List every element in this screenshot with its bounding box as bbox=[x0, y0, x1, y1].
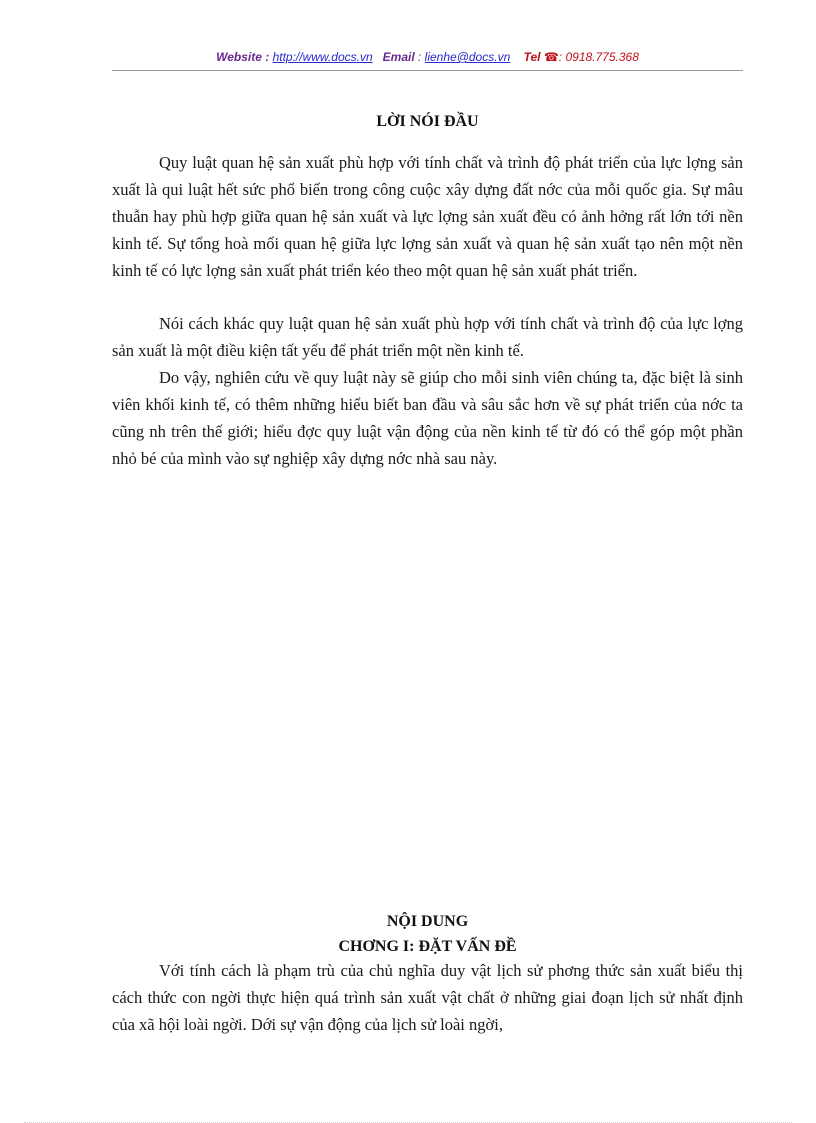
website-label: Website : bbox=[216, 50, 270, 64]
content-paragraph-1: Với tính cách là phạm trù của chủ nghĩa duy vật lịch sử phơng thức sản xuất biểu thị cách thức con ngời thực hiện quá trình sản xuất vật chất ở những giai đoạn lịch sử nhất định của xã hội loài ngời. Dới sự vận động của lịch sử loài ngời, bbox=[112, 961, 743, 1034]
tel-number: : 0918.775.368 bbox=[558, 50, 639, 64]
preface-title: LỜI NÓI ĐẦU bbox=[376, 113, 479, 130]
email-separator: : bbox=[414, 50, 422, 64]
website-link[interactable]: http://www.docs.vn bbox=[272, 50, 373, 64]
email-label: Email bbox=[382, 50, 415, 64]
page-header bbox=[112, 50, 743, 64]
content-title: NỘI DUNG bbox=[386, 913, 469, 930]
preface-paragraph-1: Quy luật quan hệ sản xuất phù hợp với tính chất và trình độ phát triển của lực lợng sản xuất là qui luật hết sức phổ biến trong công cuộc xây dựng đất nớc của mỗi quốc gia. Sự mâu thuẫn hay phù hợp giữa quan hệ sản xuất và lực lợng sản xuất đều có ảnh hởng rất lớn tới nền kinh tế. Sự tổng hoà mối quan hệ giữa lực lợng sản xuất và quan hệ sản xuất tạo nên một nền kinh tế có lực lợng sản xuất phát triển kéo theo một quan hệ sản xuất phát triển. bbox=[112, 153, 743, 280]
chapter-title: CHƠNG I: ĐẶT VẤN ĐỀ bbox=[338, 938, 517, 955]
preface-paragraph-3: Do vậy, nghiên cứu về quy luật này sẽ giúp cho mỗi sinh viên chúng ta, đặc biệt là sinh viên khối kinh tế, có thêm những hiểu biết ban đầu và sâu sắc hơn về sự phát triển của nớc ta cũng nh trên thế giới; hiểu đợc quy luật vận động của nền kinh tế từ đó có thể góp một phần nhỏ bé của mình vào sự nghiệp xây dựng nớc nhà sau này. bbox=[112, 368, 743, 468]
tel-label: Tel bbox=[523, 50, 541, 64]
email-link[interactable]: lienhe@docs.vn bbox=[424, 50, 511, 64]
header-divider bbox=[112, 70, 743, 71]
preface-paragraph-2: Nói cách khác quy luật quan hệ sản xuất phù hợp với tính chất và trình độ của lực lợng sản xuất là một điều kiện tất yếu để phát triển một nền kinh tế. bbox=[112, 314, 743, 360]
phone-icon: ☎ bbox=[543, 50, 559, 64]
